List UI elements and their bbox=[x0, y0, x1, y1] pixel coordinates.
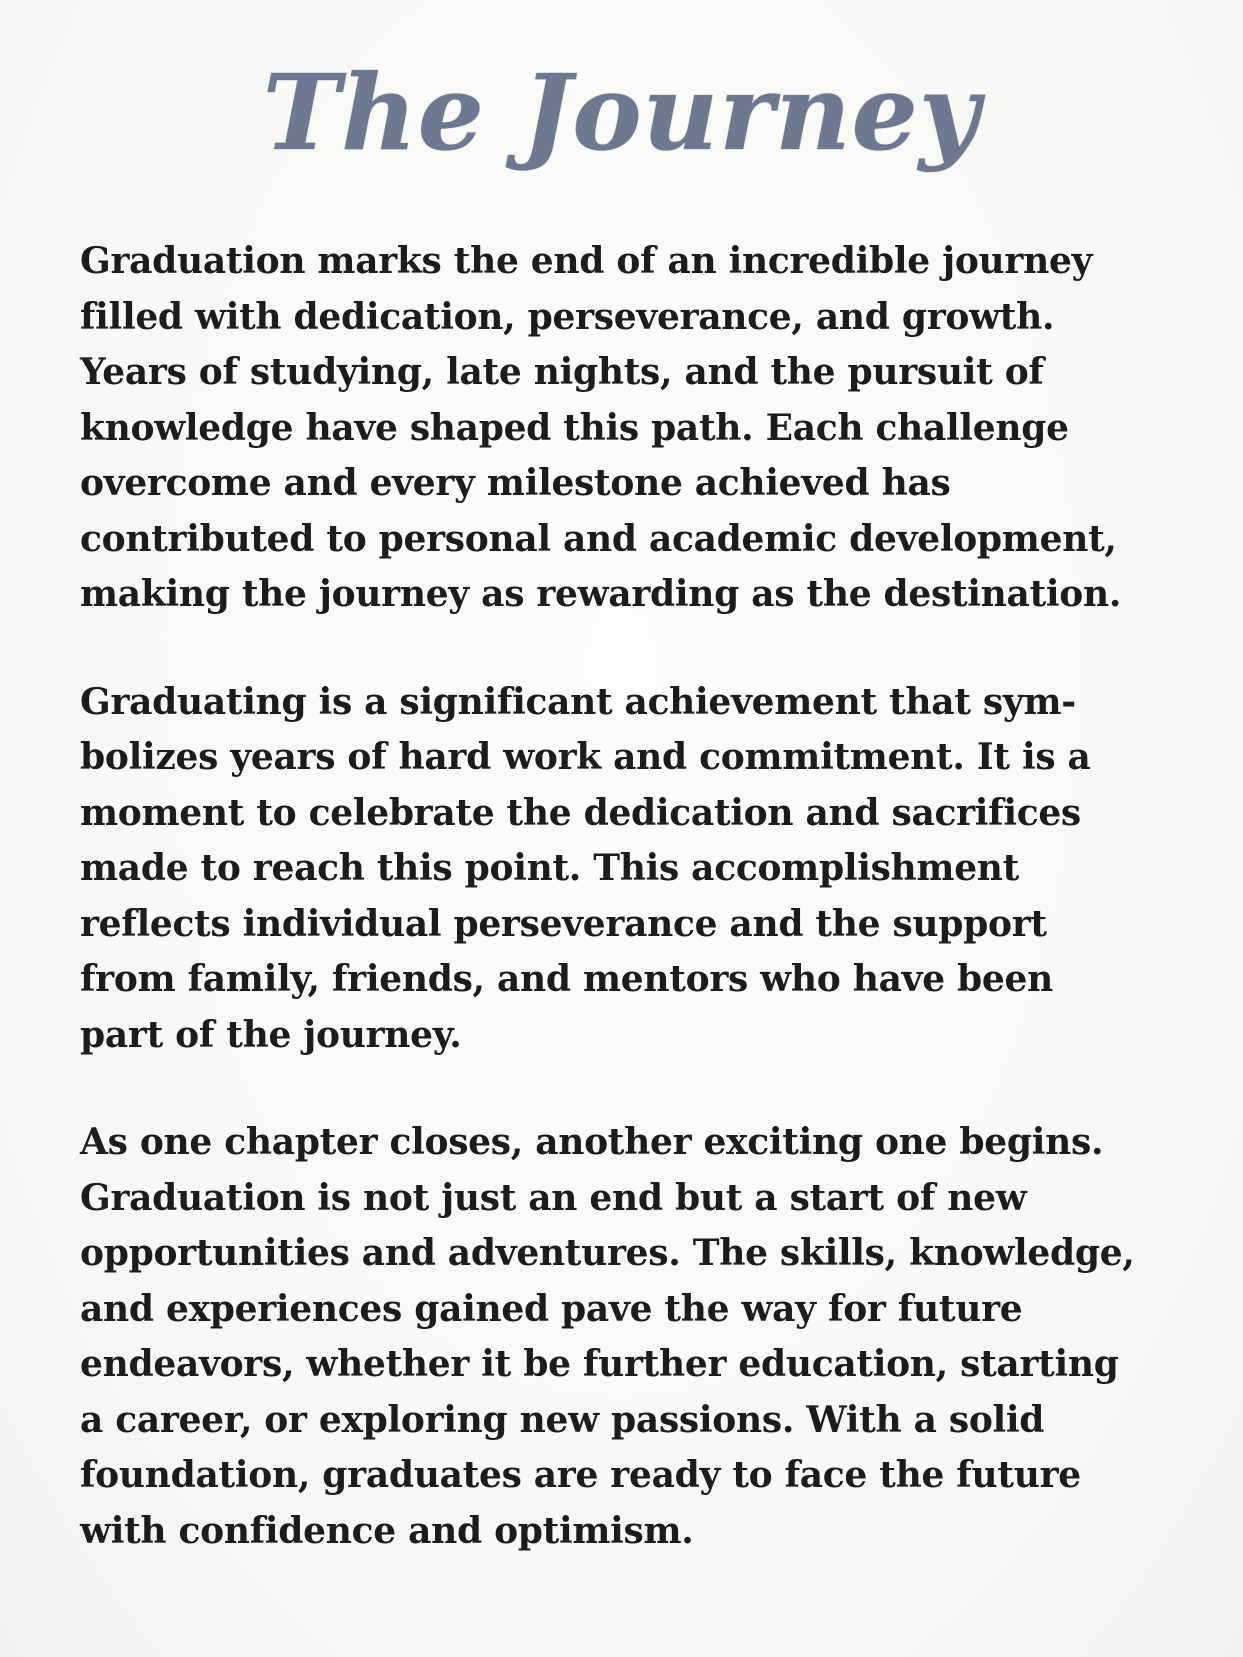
text-line: reflects individual perseverance and the support bbox=[80, 902, 1047, 945]
text-line: As one chapter closes, another exciting one begins. bbox=[80, 1121, 1104, 1163]
text-line: knowledge have shaped this path. Each challenge bbox=[80, 406, 1069, 449]
text-line: foundation, graduates are ready to face the future bbox=[80, 1454, 1081, 1496]
text-line: a career, or exploring new passions. With a solid bbox=[80, 1398, 1045, 1441]
text-line: making the journey as rewarding as the destination. bbox=[80, 573, 1122, 615]
text-line: opportunities and adventures. The skills, knowledge, bbox=[80, 1232, 1135, 1274]
text-line: from family, friends, and mentors who have been bbox=[80, 958, 1054, 1000]
text-line: filled with dedication, perseverance, and growth. bbox=[80, 295, 1055, 338]
page-title: The Journey bbox=[262, 51, 981, 174]
text-line: overcome and every milestone achieved has bbox=[80, 462, 951, 504]
text-line: bolizes years of hard work and commitment. It is a bbox=[80, 736, 1091, 778]
body-text bbox=[80, 234, 1210, 1611]
text-line: endeavors, whether it be further education, starting bbox=[80, 1343, 1119, 1385]
text-line: Graduating is a significant achievement that sym- bbox=[80, 680, 1076, 723]
paragraph-3 bbox=[80, 1115, 1210, 1559]
text-line: and experiences gained pave the way for future bbox=[80, 1287, 1023, 1330]
text-line: Years of studying, late nights, and the pursuit of bbox=[80, 351, 1044, 393]
paragraph-1 bbox=[80, 234, 1210, 623]
text-line: Graduation marks the end of an incredible journey bbox=[80, 240, 1093, 282]
text-line: made to reach this point. This accomplishment bbox=[80, 847, 1020, 889]
text-line: contributed to personal and academic development, bbox=[80, 517, 1117, 560]
text-line: moment to celebrate the dedication and sacrifices bbox=[80, 791, 1081, 834]
paragraph-2 bbox=[80, 675, 1210, 1064]
text-line: Graduation is not just an end but a start of new bbox=[80, 1176, 1027, 1219]
text-line: part of the journey. bbox=[80, 1013, 462, 1056]
text-line: with confidence and optimism. bbox=[80, 1509, 694, 1552]
